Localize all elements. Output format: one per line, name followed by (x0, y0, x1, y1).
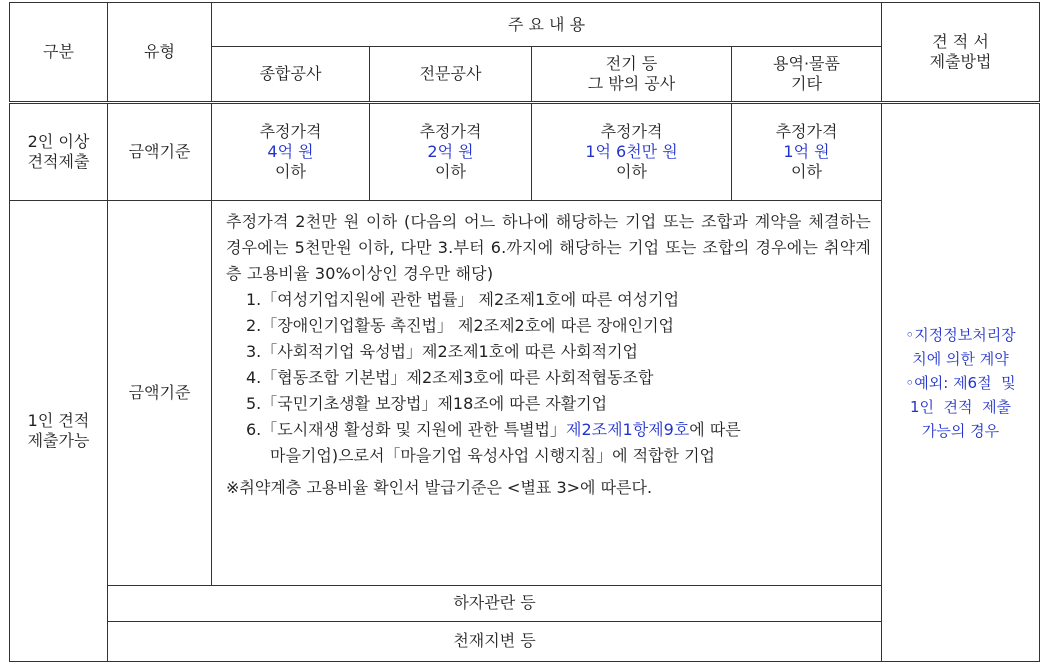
item6-part1: 6.「도시재생 활성화 및 지원에 관한 특별법」 (246, 420, 566, 440)
defect-row: 하자관란 등 (108, 585, 882, 621)
threshold-suffix: 이하 (616, 162, 647, 182)
threshold-cell (370, 103, 532, 201)
condition-item: 2.「장애인기업활동 촉진법」 제2조제2호에 따른 장애인기업 (246, 316, 675, 336)
conditions-note: ※취약계층 고용비율 확인서 발급기준은 <별표 3>에 따른다. (226, 478, 653, 498)
category-one-line1: 1인 견적 (27, 411, 90, 431)
header-submit-line2: 제출방법 (929, 52, 992, 72)
category-two-line2: 견적제출 (27, 152, 90, 172)
threshold-cell (532, 103, 732, 201)
threshold-label: 추정가격 (419, 122, 482, 142)
threshold-label: 추정가격 (259, 122, 322, 142)
threshold-cell (732, 103, 882, 201)
category-single-quote (10, 201, 108, 662)
condition-item-6 (226, 417, 871, 443)
threshold-label: 추정가격 (600, 122, 663, 142)
header-electric-line2: 그 밖의 공사 (587, 74, 676, 94)
header-submit-method (882, 3, 1040, 103)
submit-method-line4: 1인 견적 제출 (909, 397, 1012, 416)
header-general-construction: 종합공사 (212, 47, 370, 103)
header-service-line2: 기타 (791, 74, 822, 94)
threshold-suffix: 이하 (275, 162, 306, 182)
condition-item: 1.「여성기업지원에 관한 법률」 제2조제1호에 따른 여성기업 (246, 290, 680, 310)
contract-method-table (9, 2, 1040, 662)
submit-method-line5: 가능의 경우 (921, 421, 1000, 440)
threshold-label: 추정가격 (775, 122, 838, 142)
threshold-cell (212, 103, 370, 201)
type-amount-basis: 금액기준 (108, 103, 212, 201)
threshold-suffix: 이하 (435, 162, 466, 182)
threshold-amount: 1억 원 (783, 142, 830, 162)
condition-item-6-cont: 마을기업)으로서「마을기업 육성사업 시행지침」에 적합한 기업 (270, 446, 715, 466)
header-special-construction: 전문공사 (370, 47, 532, 103)
threshold-amount: 4억 원 (267, 142, 314, 162)
conditions-intro: 추정가격 2천만 원 이하 (다음의 어느 하나에 해당하는 기업 또는 조합과 계약을 체결하는 경우에는 5천만원 이하, 다만 3.부터 6.까지에 해당하는 기업 또는 조합의 경우에는 취약계층 고용비율 30%이상인 경우만 해당) (226, 212, 872, 284)
threshold-amount: 1억 6천만 원 (585, 142, 678, 162)
type-amount-basis-single: 금액기준 (108, 201, 212, 586)
header-type: 유형 (108, 3, 212, 103)
submit-method-cell (882, 103, 1040, 662)
single-quote-conditions (212, 201, 882, 586)
category-two-or-more (10, 103, 108, 201)
item6-part2: 에 따른 (689, 420, 741, 440)
category-two-line1: 2인 이상 (27, 132, 90, 152)
header-submit-line1: 견 적 서 (932, 32, 989, 52)
submit-method-line1: ◦지정정보처리장 (905, 325, 1016, 344)
disaster-row: 천재지변 등 (108, 621, 882, 661)
threshold-amount: 2억 원 (427, 142, 474, 162)
category-one-line2: 제출가능 (27, 431, 90, 451)
condition-item: 3.「사회적기업 육성법」제2조제1호에 따른 사회적기업 (246, 342, 639, 362)
condition-item: 4.「협동조합 기본법」제2조제3호에 따른 사회적협동조합 (246, 368, 654, 388)
header-gubun: 구분 (10, 3, 108, 103)
threshold-suffix: 이하 (791, 162, 822, 182)
condition-item: 5.「국민기초생활 보장법」제18조에 따른 자활기업 (246, 394, 608, 414)
submit-method-line2: 치에 의한 계약 (912, 349, 1009, 368)
header-service-goods (732, 47, 882, 103)
submit-method-line3: ◦예외: 제6절 및 (905, 373, 1016, 392)
header-main-content: 주 요 내 용 (212, 3, 882, 47)
header-service-line1: 용역·물품 (773, 54, 840, 74)
item6-legal-reference: 제2조제1항제9호 (566, 420, 690, 440)
header-electric-construction (532, 47, 732, 103)
header-electric-line1: 전기 등 (605, 54, 658, 74)
